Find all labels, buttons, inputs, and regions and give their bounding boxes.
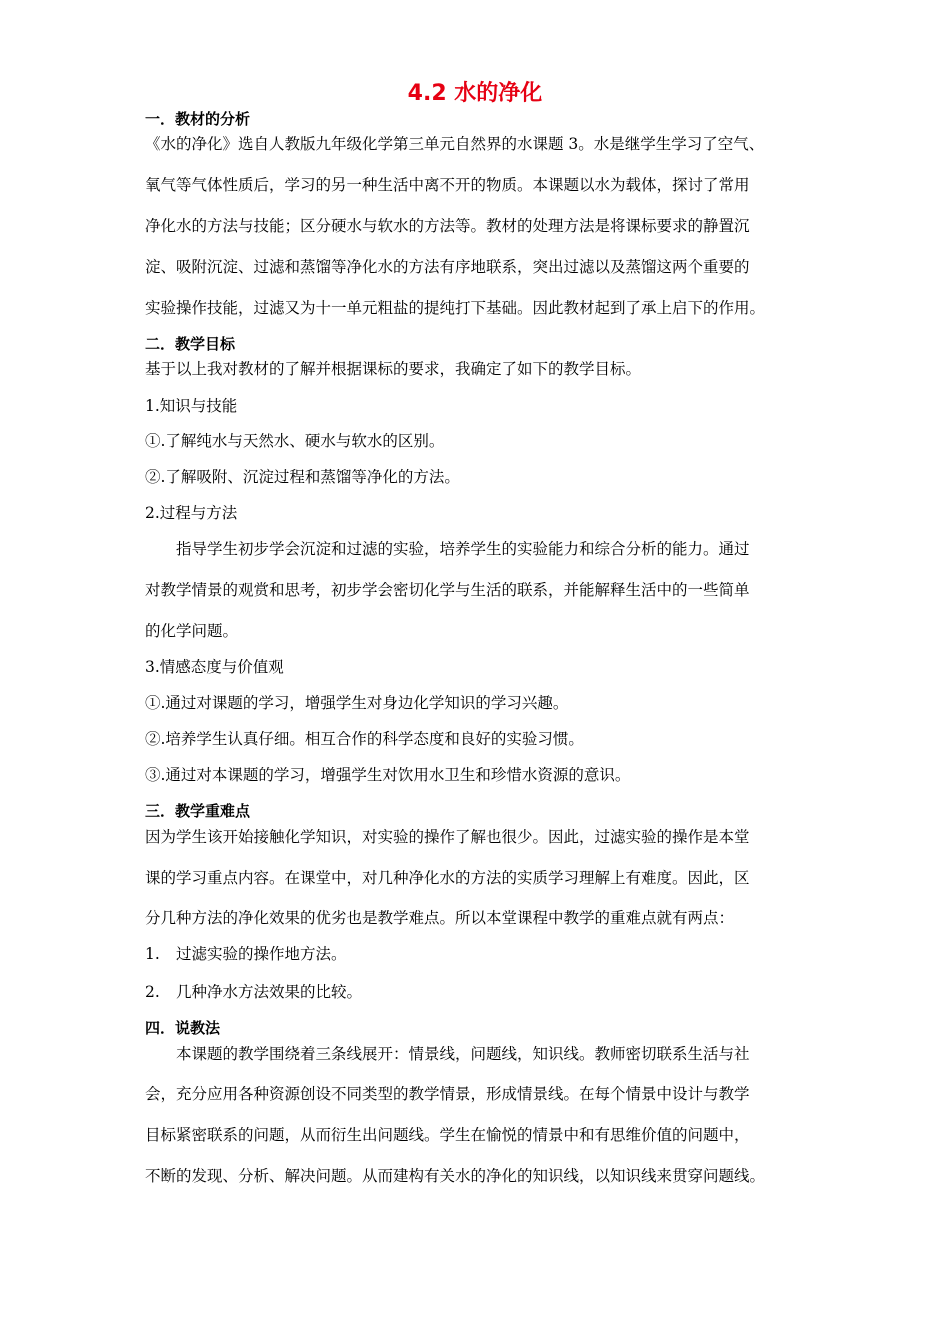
- paragraph-line: 因为学生该开始接触化学知识，对实验的操作了解也很少。因此，过滤实验的操作是本堂: [145, 828, 750, 846]
- paragraph-line: 淀、吸附沉淀、过滤和蒸馏等净化水的方法有序地联系，突出过滤以及蒸馏这两个重要的: [145, 258, 750, 276]
- subheading-emotion: 3.情感态度与价值观: [145, 658, 284, 676]
- paragraph-line: 对教学情景的观赏和思考，初步学会密切化学与生活的联系，并能解释生活中的一些简单: [145, 581, 750, 599]
- paragraph-line: 会，充分应用各种资源创设不同类型的教学情景，形成情景线。在每个情景中设计与教学: [145, 1085, 750, 1103]
- paragraph-line: 氧气等气体性质后，学习的另一种生活中离不开的物质。本课题以水为载体，探讨了常用: [145, 176, 750, 194]
- paragraph-line: 本课题的教学围绕着三条线展开：情景线，问题线，知识线。教师密切联系生活与社: [176, 1045, 750, 1063]
- list-item: ②.培养学生认真仔细。相互合作的科学态度和良好的实验习惯。: [145, 730, 584, 748]
- list-item: ②.了解吸附、沉淀过程和蒸馏等净化的方法。: [145, 468, 460, 486]
- paragraph-line: 基于以上我对教材的了解并根据课标的要求，我确定了如下的教学目标。: [145, 360, 642, 378]
- paragraph-line: 实验操作技能，过滤又为十一单元粗盐的提纯打下基础。因此教材起到了承上启下的作用。: [145, 299, 766, 317]
- paragraph-line: 课的学习重点内容。在课堂中，对几种净化水的方法的实质学习理解上有难度。因此，区: [145, 869, 750, 887]
- list-item: ③.通过对本课题的学习，增强学生对饮用水卫生和珍惜水资源的意识。: [145, 766, 631, 784]
- list-item: 几种净水方法效果的比较。: [176, 983, 363, 1001]
- list-number: 1.: [145, 945, 160, 963]
- list-item: ①.了解纯水与天然水、硬水与软水的区别。: [145, 432, 445, 450]
- subheading-knowledge: 1.知识与技能: [145, 397, 238, 415]
- paragraph-line: 分几种方法的净化效果的优劣也是教学难点。所以本堂课程中教学的重难点就有两点：: [145, 909, 735, 927]
- subheading-process: 2.过程与方法: [145, 504, 238, 522]
- paragraph-line: 目标紧密联系的问题，从而衍生出问题线。学生在愉悦的情景中和有思维价值的问题中，: [145, 1126, 750, 1144]
- list-number: 2.: [145, 983, 160, 1001]
- document-title: 4.2 水的净化: [407, 81, 543, 106]
- section-3-heading: 三．教学重难点: [145, 802, 251, 820]
- list-item: ①.通过对课题的学习，增强学生对身边化学知识的学习兴趣。: [145, 694, 569, 712]
- paragraph-line: 指导学生初步学会沉淀和过滤的实验，培养学生的实验能力和综合分析的能力。通过: [176, 540, 750, 558]
- paragraph-line: 的化学问题。: [145, 622, 239, 640]
- section-2-heading: 二．教学目标: [145, 335, 236, 353]
- list-item: 过滤实验的操作地方法。: [176, 945, 347, 963]
- paragraph-line: 净化水的方法与技能；区分硬水与软水的方法等。教材的处理方法是将课标要求的静置沉: [145, 217, 750, 235]
- paragraph-line: 《水的净化》选自人教版九年级化学第三单元自然界的水课题 3。水是继学生学习了空气、: [145, 135, 765, 153]
- section-4-heading: 四．说教法: [145, 1019, 221, 1037]
- section-1-heading: 一．教材的分析: [145, 110, 251, 128]
- paragraph-line: 不断的发现、分析、解决问题。从而建构有关水的净化的知识线，以知识线来贯穿问题线。: [145, 1167, 766, 1185]
